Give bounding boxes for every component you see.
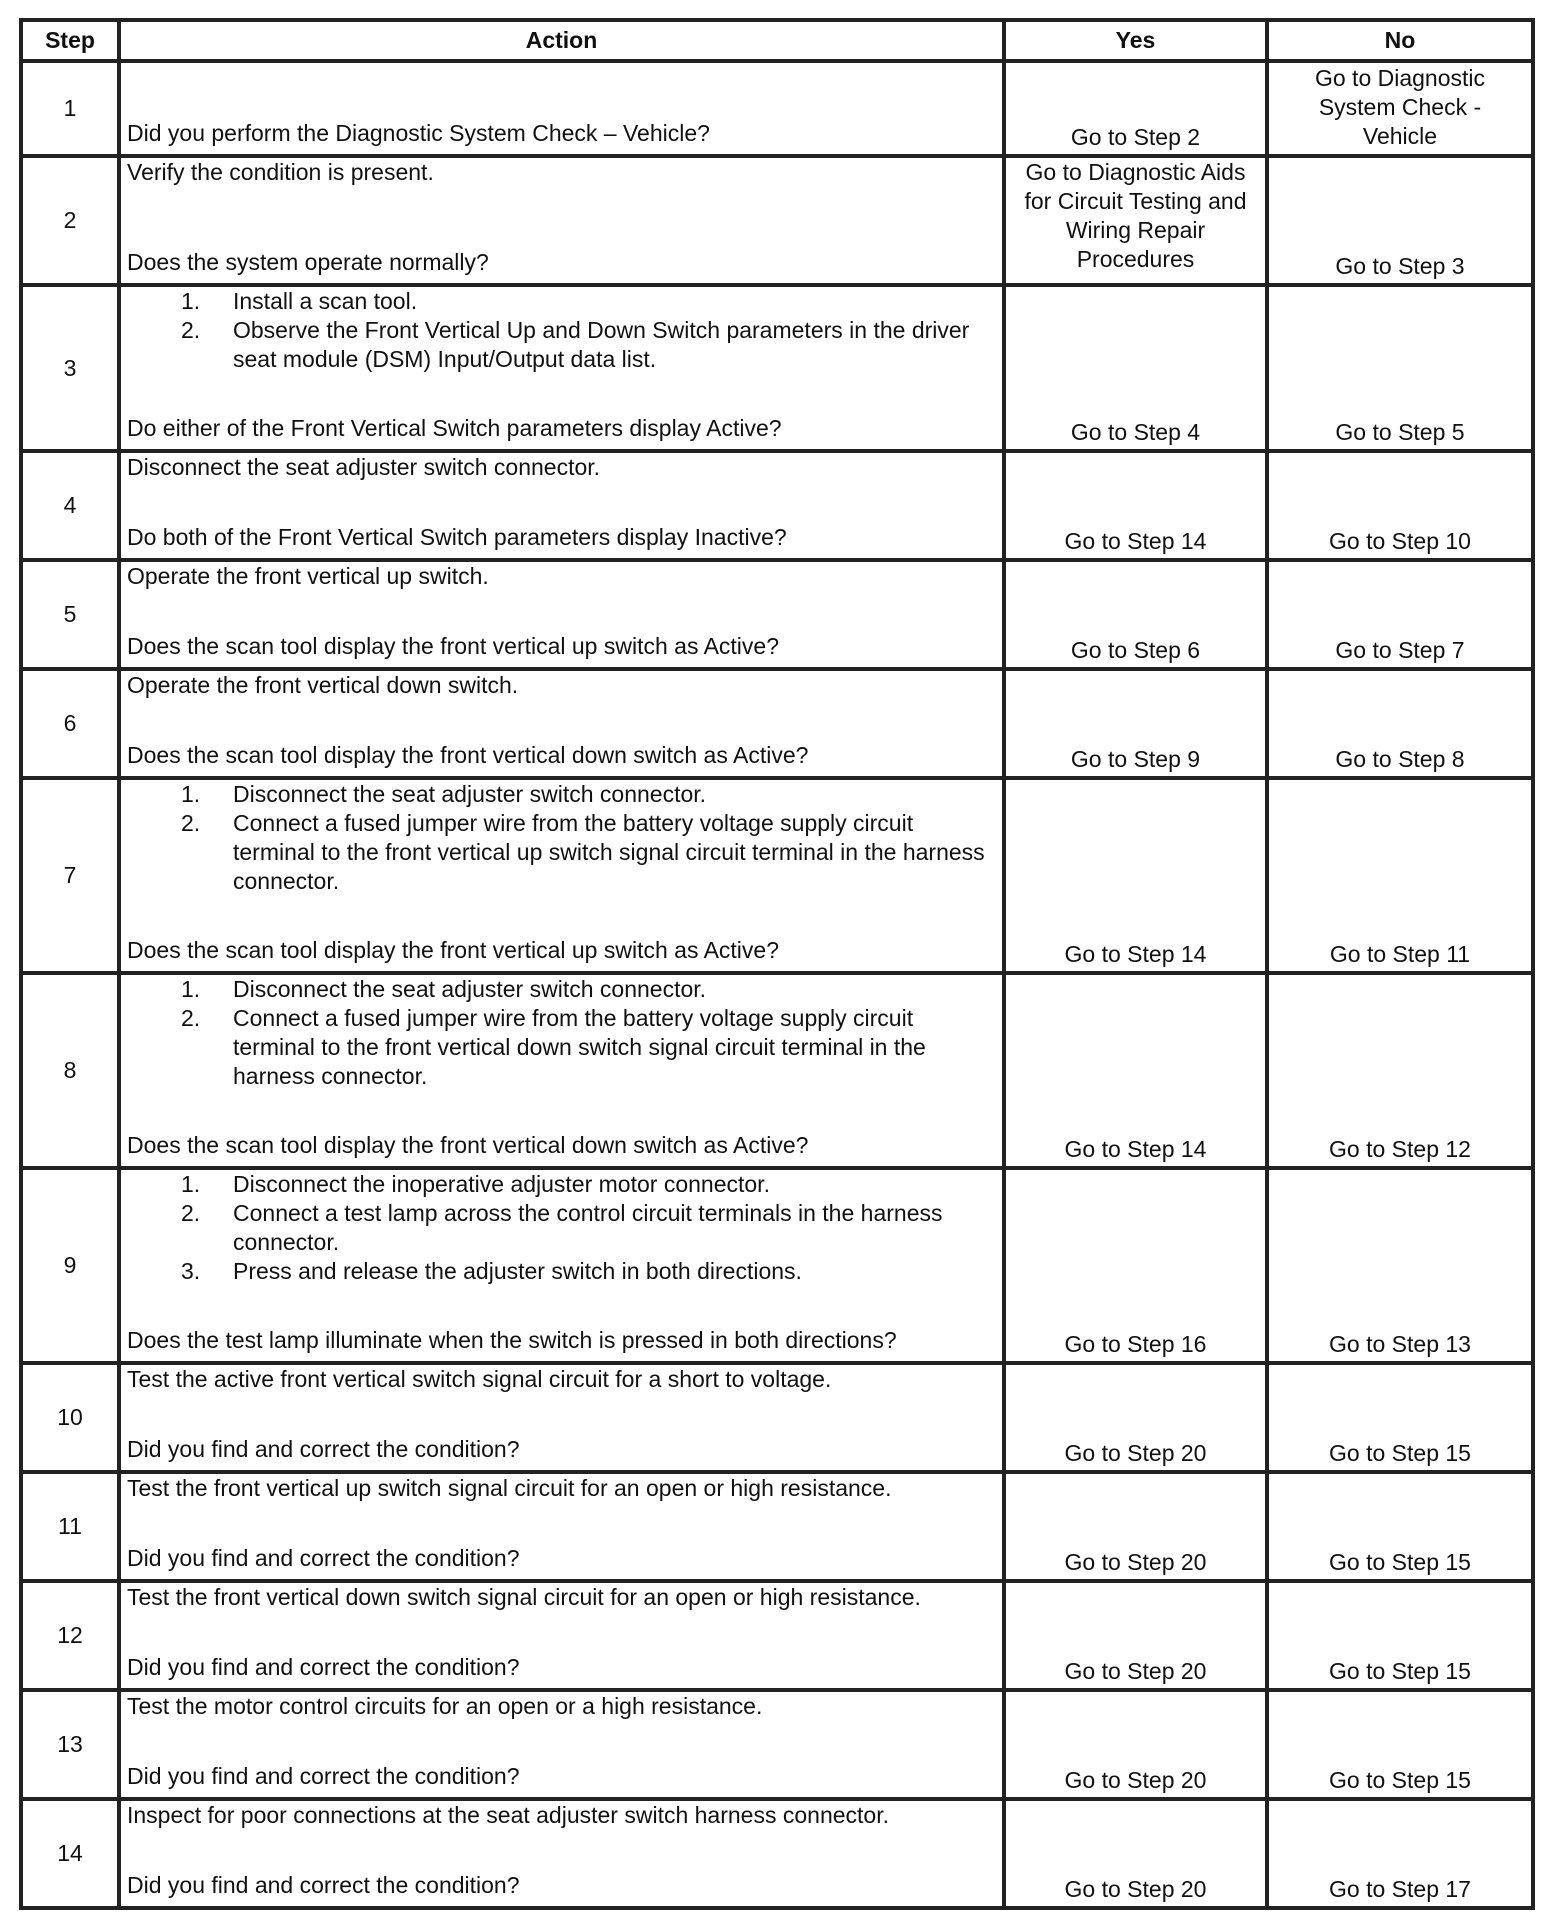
list-item-number: 1. xyxy=(181,781,201,807)
no-result: Go to Step 17 xyxy=(1267,1799,1533,1908)
step-number: 11 xyxy=(21,1472,119,1581)
list-item-number: 1. xyxy=(181,1171,201,1197)
no-result: Go to Step 11 xyxy=(1267,778,1533,973)
list-item xyxy=(127,1170,996,1199)
action-question: Do either of the Front Vertical Switch parameters display Active? xyxy=(127,415,782,441)
step-number: 3 xyxy=(21,285,119,451)
list-item-text: Install a scan tool. xyxy=(233,288,418,314)
action-cell xyxy=(119,1799,1004,1908)
list-item xyxy=(127,316,996,374)
action-instruction: Verify the condition is present. xyxy=(127,159,434,185)
action-question: Did you find and correct the condition? xyxy=(127,1654,520,1680)
action-question: Did you perform the Diagnostic System Check – Vehicle? xyxy=(127,120,710,146)
list-item-text: Disconnect the inoperative adjuster motor connector. xyxy=(233,1171,770,1197)
action-instruction: Inspect for poor connections at the seat adjuster switch harness connector. xyxy=(127,1802,889,1828)
step-number: 1 xyxy=(21,61,119,156)
action-steps-list xyxy=(127,780,996,896)
list-item-text: Disconnect the seat adjuster switch connector. xyxy=(233,976,707,1002)
action-question: Did you find and correct the condition? xyxy=(127,1436,520,1462)
yes-result: Go to Step 2 xyxy=(1004,61,1267,156)
action-question: Did you find and correct the condition? xyxy=(127,1545,520,1571)
table-row xyxy=(21,669,1533,778)
yes-result-line: Go to Diagnostic Aids xyxy=(1025,159,1246,185)
action-question: Does the scan tool display the front vertical up switch as Active? xyxy=(127,937,779,963)
action-question: Does the scan tool display the front vertical down switch as Active? xyxy=(127,1132,809,1158)
list-item-number: 3. xyxy=(181,1258,201,1284)
action-steps-list xyxy=(127,287,996,374)
no-result: Go to Step 15 xyxy=(1267,1363,1533,1472)
table-row xyxy=(21,778,1533,973)
header-row xyxy=(21,20,1533,61)
yes-result: Go to Step 9 xyxy=(1004,669,1267,778)
list-item-number: 2. xyxy=(181,1200,201,1226)
no-result: Go to Step 15 xyxy=(1267,1581,1533,1690)
header-no: No xyxy=(1267,20,1533,61)
action-cell xyxy=(119,451,1004,560)
action-instruction: Disconnect the seat adjuster switch connector. xyxy=(127,454,601,480)
list-item xyxy=(127,780,996,809)
table-body xyxy=(21,61,1533,1908)
action-cell xyxy=(119,560,1004,669)
table-row xyxy=(21,1799,1533,1908)
yes-result: Go to Step 6 xyxy=(1004,560,1267,669)
table-row xyxy=(21,560,1533,669)
yes-result: Go to Step 14 xyxy=(1004,778,1267,973)
action-instruction: Test the active front vertical switch signal circuit for a short to voltage. xyxy=(127,1366,832,1392)
table-row xyxy=(21,156,1533,285)
list-item-text: Press and release the adjuster switch in both directions. xyxy=(233,1258,802,1284)
no-result-line: System Check - xyxy=(1318,94,1482,120)
action-cell xyxy=(119,669,1004,778)
action-instruction: Operate the front vertical down switch. xyxy=(127,672,519,698)
action-cell xyxy=(119,1690,1004,1799)
no-result: Go to Step 3 xyxy=(1267,156,1533,285)
no-result-line: Vehicle xyxy=(1362,123,1438,149)
list-item-number: 1. xyxy=(181,288,201,314)
action-question: Does the scan tool display the front vertical down switch as Active? xyxy=(127,742,809,768)
list-item xyxy=(127,1004,996,1091)
step-number: 2 xyxy=(21,156,119,285)
list-item xyxy=(127,1199,996,1257)
header-action: Action xyxy=(119,20,1004,61)
action-steps-list xyxy=(127,975,996,1091)
step-number: 6 xyxy=(21,669,119,778)
table-row xyxy=(21,285,1533,451)
table-row xyxy=(21,1168,1533,1363)
action-cell xyxy=(119,1472,1004,1581)
no-result: Go to Step 13 xyxy=(1267,1168,1533,1363)
list-item-number: 2. xyxy=(181,810,201,836)
yes-result-line: for Circuit Testing and xyxy=(1024,188,1247,214)
action-instruction: Test the front vertical down switch signal circuit for an open or high resistance. xyxy=(127,1584,921,1610)
step-number: 7 xyxy=(21,778,119,973)
action-question: Do both of the Front Vertical Switch parameters display Inactive? xyxy=(127,524,787,550)
yes-result: Go to Step 16 xyxy=(1004,1168,1267,1363)
step-number: 10 xyxy=(21,1363,119,1472)
list-item xyxy=(127,975,996,1004)
no-result xyxy=(1267,61,1533,156)
action-cell xyxy=(119,973,1004,1168)
yes-result-line: Procedures xyxy=(1076,246,1195,272)
step-number: 14 xyxy=(21,1799,119,1908)
no-result-text xyxy=(1269,64,1531,151)
no-result: Go to Step 5 xyxy=(1267,285,1533,451)
table-row xyxy=(21,1363,1533,1472)
list-item xyxy=(127,809,996,896)
yes-result: Go to Step 20 xyxy=(1004,1472,1267,1581)
yes-result: Go to Step 14 xyxy=(1004,973,1267,1168)
action-cell xyxy=(119,1581,1004,1690)
step-number: 5 xyxy=(21,560,119,669)
no-result: Go to Step 12 xyxy=(1267,973,1533,1168)
yes-result: Go to Step 14 xyxy=(1004,451,1267,560)
list-item-text: Connect a fused jumper wire from the battery voltage supply circuit terminal to the front vertical down switch signal circuit terminal in the harness connector. xyxy=(233,1005,926,1089)
header-step: Step xyxy=(21,20,119,61)
list-item-text: Connect a test lamp across the control circuit terminals in the harness connector. xyxy=(233,1200,943,1255)
yes-result xyxy=(1004,156,1267,285)
yes-result: Go to Step 20 xyxy=(1004,1799,1267,1908)
action-instruction: Test the front vertical up switch signal circuit for an open or high resistance. xyxy=(127,1475,892,1501)
no-result: Go to Step 7 xyxy=(1267,560,1533,669)
no-result-line: Go to Diagnostic xyxy=(1314,65,1486,91)
list-item-number: 2. xyxy=(181,317,201,343)
table-row xyxy=(21,1472,1533,1581)
action-cell xyxy=(119,61,1004,156)
no-result: Go to Step 15 xyxy=(1267,1472,1533,1581)
yes-result: Go to Step 20 xyxy=(1004,1581,1267,1690)
list-item xyxy=(127,287,996,316)
list-item xyxy=(127,1257,996,1286)
yes-result: Go to Step 20 xyxy=(1004,1690,1267,1799)
step-number: 13 xyxy=(21,1690,119,1799)
header-yes: Yes xyxy=(1004,20,1267,61)
action-cell xyxy=(119,156,1004,285)
step-number: 12 xyxy=(21,1581,119,1690)
action-question: Did you find and correct the condition? xyxy=(127,1763,520,1789)
action-question: Does the test lamp illuminate when the switch is pressed in both directions? xyxy=(127,1327,897,1353)
action-cell xyxy=(119,285,1004,451)
list-item-number: 2. xyxy=(181,1005,201,1031)
yes-result: Go to Step 20 xyxy=(1004,1363,1267,1472)
step-number: 4 xyxy=(21,451,119,560)
action-cell xyxy=(119,1168,1004,1363)
action-cell xyxy=(119,1363,1004,1472)
yes-result: Go to Step 4 xyxy=(1004,285,1267,451)
table-row xyxy=(21,1581,1533,1690)
action-cell xyxy=(119,778,1004,973)
list-item-text: Observe the Front Vertical Up and Down Switch parameters in the driver seat module (DSM) Input/Output data list. xyxy=(233,317,970,372)
action-question: Did you find and correct the condition? xyxy=(127,1872,520,1898)
list-item-number: 1. xyxy=(181,976,201,1002)
no-result: Go to Step 8 xyxy=(1267,669,1533,778)
table-row xyxy=(21,61,1533,156)
step-number: 8 xyxy=(21,973,119,1168)
action-question: Does the scan tool display the front vertical up switch as Active? xyxy=(127,633,779,659)
list-item-text: Connect a fused jumper wire from the battery voltage supply circuit terminal to the front vertical up switch signal circuit terminal in the harness connector. xyxy=(233,810,985,894)
action-question: Does the system operate normally? xyxy=(127,249,489,275)
action-instruction: Operate the front vertical up switch. xyxy=(127,563,489,589)
action-instruction: Test the motor control circuits for an open or a high resistance. xyxy=(127,1693,763,1719)
table-row xyxy=(21,973,1533,1168)
table-row xyxy=(21,451,1533,560)
no-result: Go to Step 15 xyxy=(1267,1690,1533,1799)
no-result: Go to Step 10 xyxy=(1267,451,1533,560)
yes-result-line: Wiring Repair xyxy=(1065,217,1206,243)
step-number: 9 xyxy=(21,1168,119,1363)
action-steps-list xyxy=(127,1170,996,1286)
yes-result-text xyxy=(1006,158,1265,274)
list-item-text: Disconnect the seat adjuster switch connector. xyxy=(233,781,707,807)
table-row xyxy=(21,1690,1533,1799)
diagnostic-table xyxy=(19,18,1535,1910)
